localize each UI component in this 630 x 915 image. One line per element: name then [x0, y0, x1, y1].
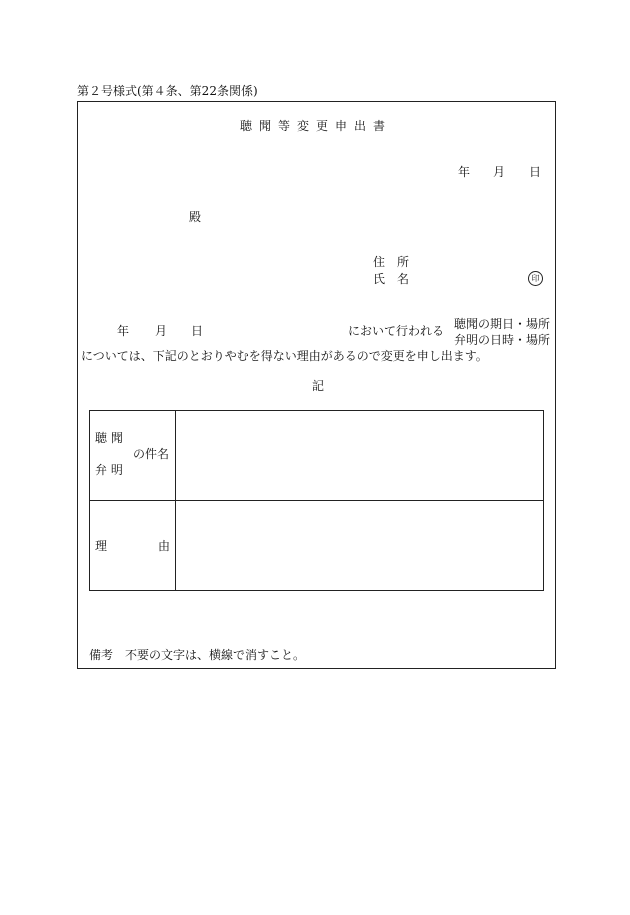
option-explanation: 弁明の日時・場所 [454, 333, 551, 347]
table-hearing-label: 聴 聞 [95, 431, 123, 445]
remarks-note: 備考 不要の文字は、横線で消すこと。 [89, 648, 306, 662]
body-connector: において行われる [348, 324, 445, 338]
body-year: 年 [117, 324, 130, 338]
table-row-divider [90, 500, 543, 501]
body-sentence: については、下記のとおりやむを得ない理由があるので変更を申し出ます。 [81, 349, 488, 363]
table-reason-label-right: 由 [158, 539, 171, 553]
seal-mark: 印 [528, 271, 543, 286]
record-label: 記 [312, 379, 325, 393]
date-year: 年 [458, 165, 471, 179]
table-explanation-label: 弁 明 [95, 463, 123, 477]
date-month: 月 [493, 165, 506, 179]
table-reason-label-left: 理 [95, 539, 108, 553]
address-label: 住 所 [373, 255, 410, 269]
body-day: 日 [191, 324, 204, 338]
reason-field[interactable] [180, 505, 535, 585]
addressee-honorific: 殿 [189, 210, 202, 224]
form-title: 聴聞等変更申出書 [240, 119, 393, 133]
case-name-field[interactable] [180, 415, 535, 495]
table-case-name-label: の件名 [133, 447, 170, 461]
form-number-label: 第２号様式(第４条、第22条関係) [77, 84, 258, 98]
option-hearing: 聴聞の期日・場所 [454, 317, 551, 331]
date-day: 日 [529, 165, 542, 179]
body-month: 月 [155, 324, 168, 338]
name-label: 氏 名 [373, 272, 410, 286]
